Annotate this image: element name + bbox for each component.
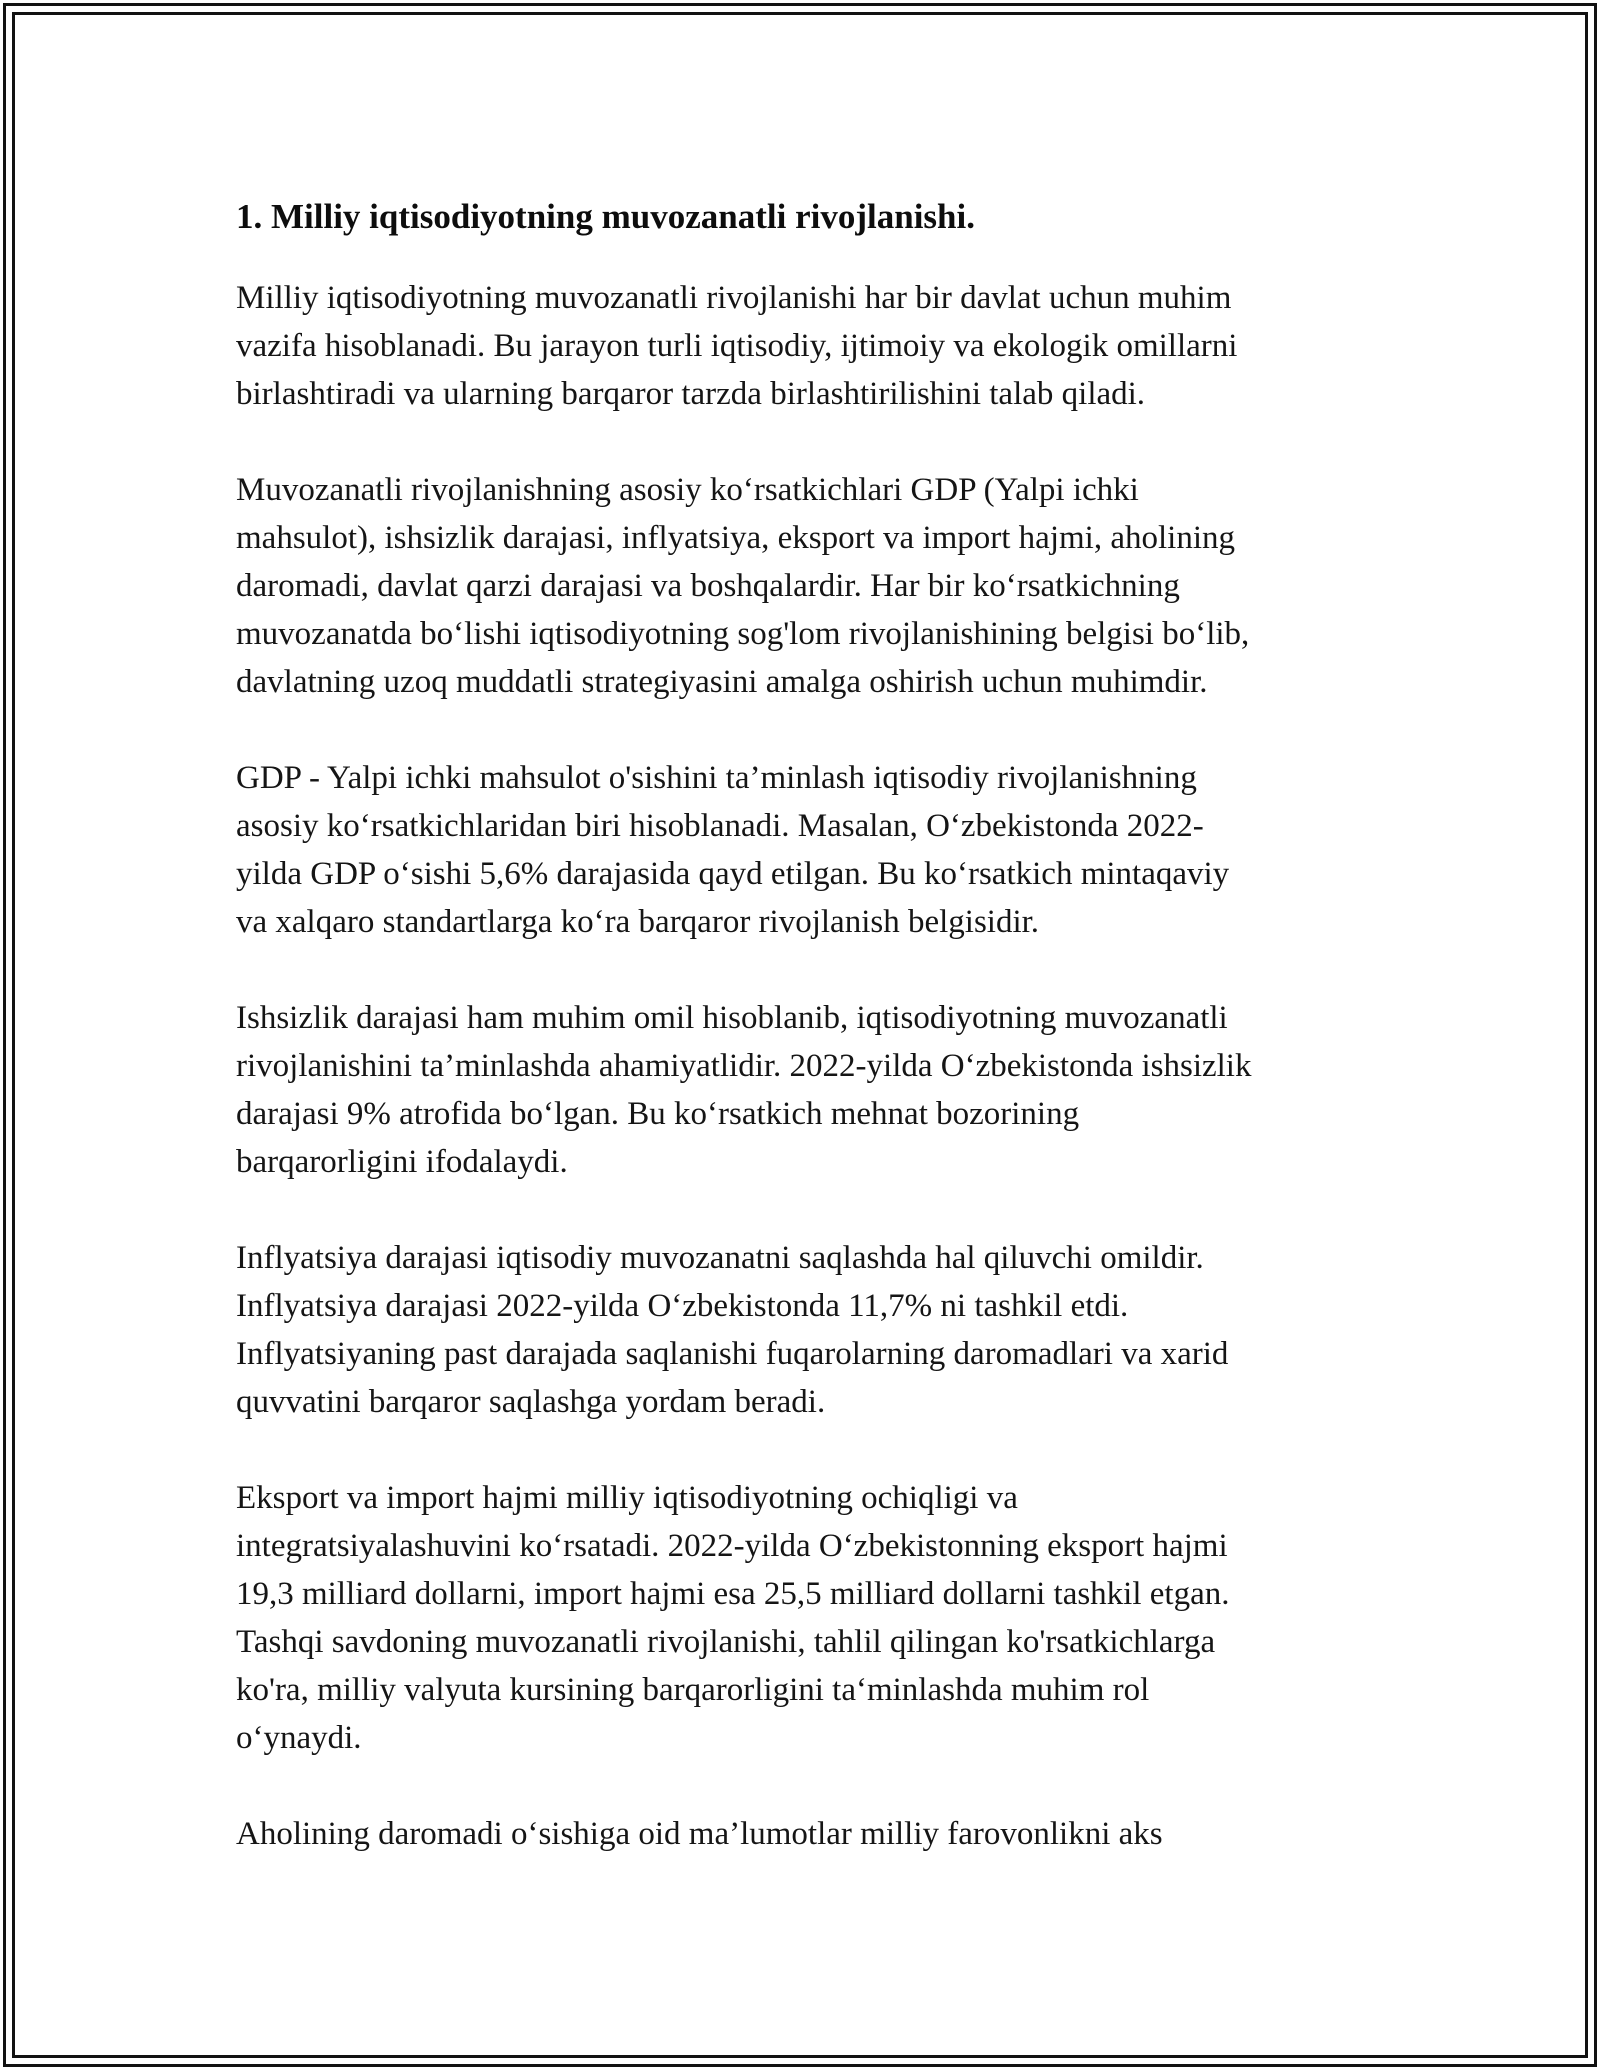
paragraph-line: va xalqaro standartlarga ko‘ra barqaror rivojlanish belgisidir. [236, 904, 1040, 940]
paragraph-line: ko'ra, milliy valyuta kursining barqarorligini ta‘minlashda muhim rol [236, 1672, 1150, 1708]
document-body [236, 274, 1396, 1858]
paragraph-line: Muvozanatli rivojlanishning asosiy ko‘rsatkichlari GDP (Yalpi ichki [236, 472, 1139, 508]
paragraph-line: rivojlanishini ta’minlashda ahamiyatlidir. 2022-yilda O‘zbekistonda ishsizlik [236, 1048, 1252, 1084]
document-page [236, 188, 1396, 1906]
paragraph-line: Milliy iqtisodiyotning muvozanatli rivojlanishi har bir davlat uchun muhim [236, 280, 1232, 316]
paragraph-line: Aholining daromadi o‘sishiga oid ma’lumotlar milliy farovonlikni aks [236, 1816, 1163, 1852]
paragraph-line: quvvatini barqaror saqlashga yordam beradi. [236, 1384, 826, 1420]
paragraph-line: o‘ynaydi. [236, 1720, 362, 1756]
body-paragraph [236, 1810, 1396, 1858]
body-paragraph [236, 1474, 1396, 1762]
paragraph-line: Ishsizlik darajasi ham muhim omil hisoblanib, iqtisodiyotning muvozanatli [236, 1000, 1228, 1036]
paragraph-line: Tashqi savdoning muvozanatli rivojlanishi, tahlil qilingan ko'rsatkichlarga [236, 1624, 1216, 1660]
paragraph-line: muvozanatda bo‘lishi iqtisodiyotning sog'lom rivojlanishining belgisi bo‘lib, [236, 616, 1250, 652]
paragraph-line: mahsulot), ishsizlik darajasi, inflyatsiya, eksport va import hajmi, aholining [236, 520, 1235, 556]
paragraph-line: vazifa hisoblanadi. Bu jarayon turli iqtisodiy, ijtimoiy va ekologik omillarni [236, 328, 1238, 364]
paragraph-line: Inflyatsiyaning past darajada saqlanishi fuqarolarning daromadlari va xarid [236, 1336, 1229, 1372]
body-paragraph [236, 274, 1396, 418]
paragraph-line: barqarorligini ifodalaydi. [236, 1144, 568, 1180]
document-heading: 1. Milliy iqtisodiyotning muvozanatli rivojlanishi. [236, 197, 975, 236]
paragraph-line: GDP - Yalpi ichki mahsulot o'sishini ta’minlash iqtisodiy rivojlanishning [236, 760, 1197, 796]
body-paragraph [236, 466, 1396, 706]
body-paragraph [236, 754, 1396, 946]
paragraph-line: darajasi 9% atrofida bo‘lgan. Bu ko‘rsatkich mehnat bozorining [236, 1096, 1080, 1132]
body-paragraph [236, 994, 1396, 1186]
paragraph-line: asosiy ko‘rsatkichlaridan biri hisoblanadi. Masalan, O‘zbekistonda 2022- [236, 808, 1204, 844]
paragraph-line: Inflyatsiya darajasi iqtisodiy muvozanatni saqlashda hal qiluvchi omildir. [236, 1240, 1204, 1276]
paragraph-line: daromadi, davlat qarzi darajasi va boshqalardir. Har bir ko‘rsatkichning [236, 568, 1180, 604]
paragraph-line: yilda GDP o‘sishi 5,6% darajasida qayd etilgan. Bu ko‘rsatkich mintaqaviy [236, 856, 1230, 892]
paragraph-line: birlashtiradi va ularning barqaror tarzda birlashtirilishini talab qiladi. [236, 376, 1146, 412]
paragraph-line: Inflyatsiya darajasi 2022-yilda O‘zbekistonda 11,7% ni tashkil etdi. [236, 1288, 1129, 1324]
paragraph-line: integratsiyalashuvini ko‘rsatadi. 2022-yilda O‘zbekistonning eksport hajmi [236, 1528, 1228, 1564]
paragraph-line: davlatning uzoq muddatli strategiyasini amalga oshirish uchun muhimdir. [236, 664, 1208, 700]
paragraph-line: 19,3 milliard dollarni, import hajmi esa 25,5 milliard dollarni tashkil etgan. [236, 1576, 1230, 1612]
paragraph-line: Eksport va import hajmi milliy iqtisodiyotning ochiqligi va [236, 1480, 1018, 1516]
body-paragraph [236, 1234, 1396, 1426]
